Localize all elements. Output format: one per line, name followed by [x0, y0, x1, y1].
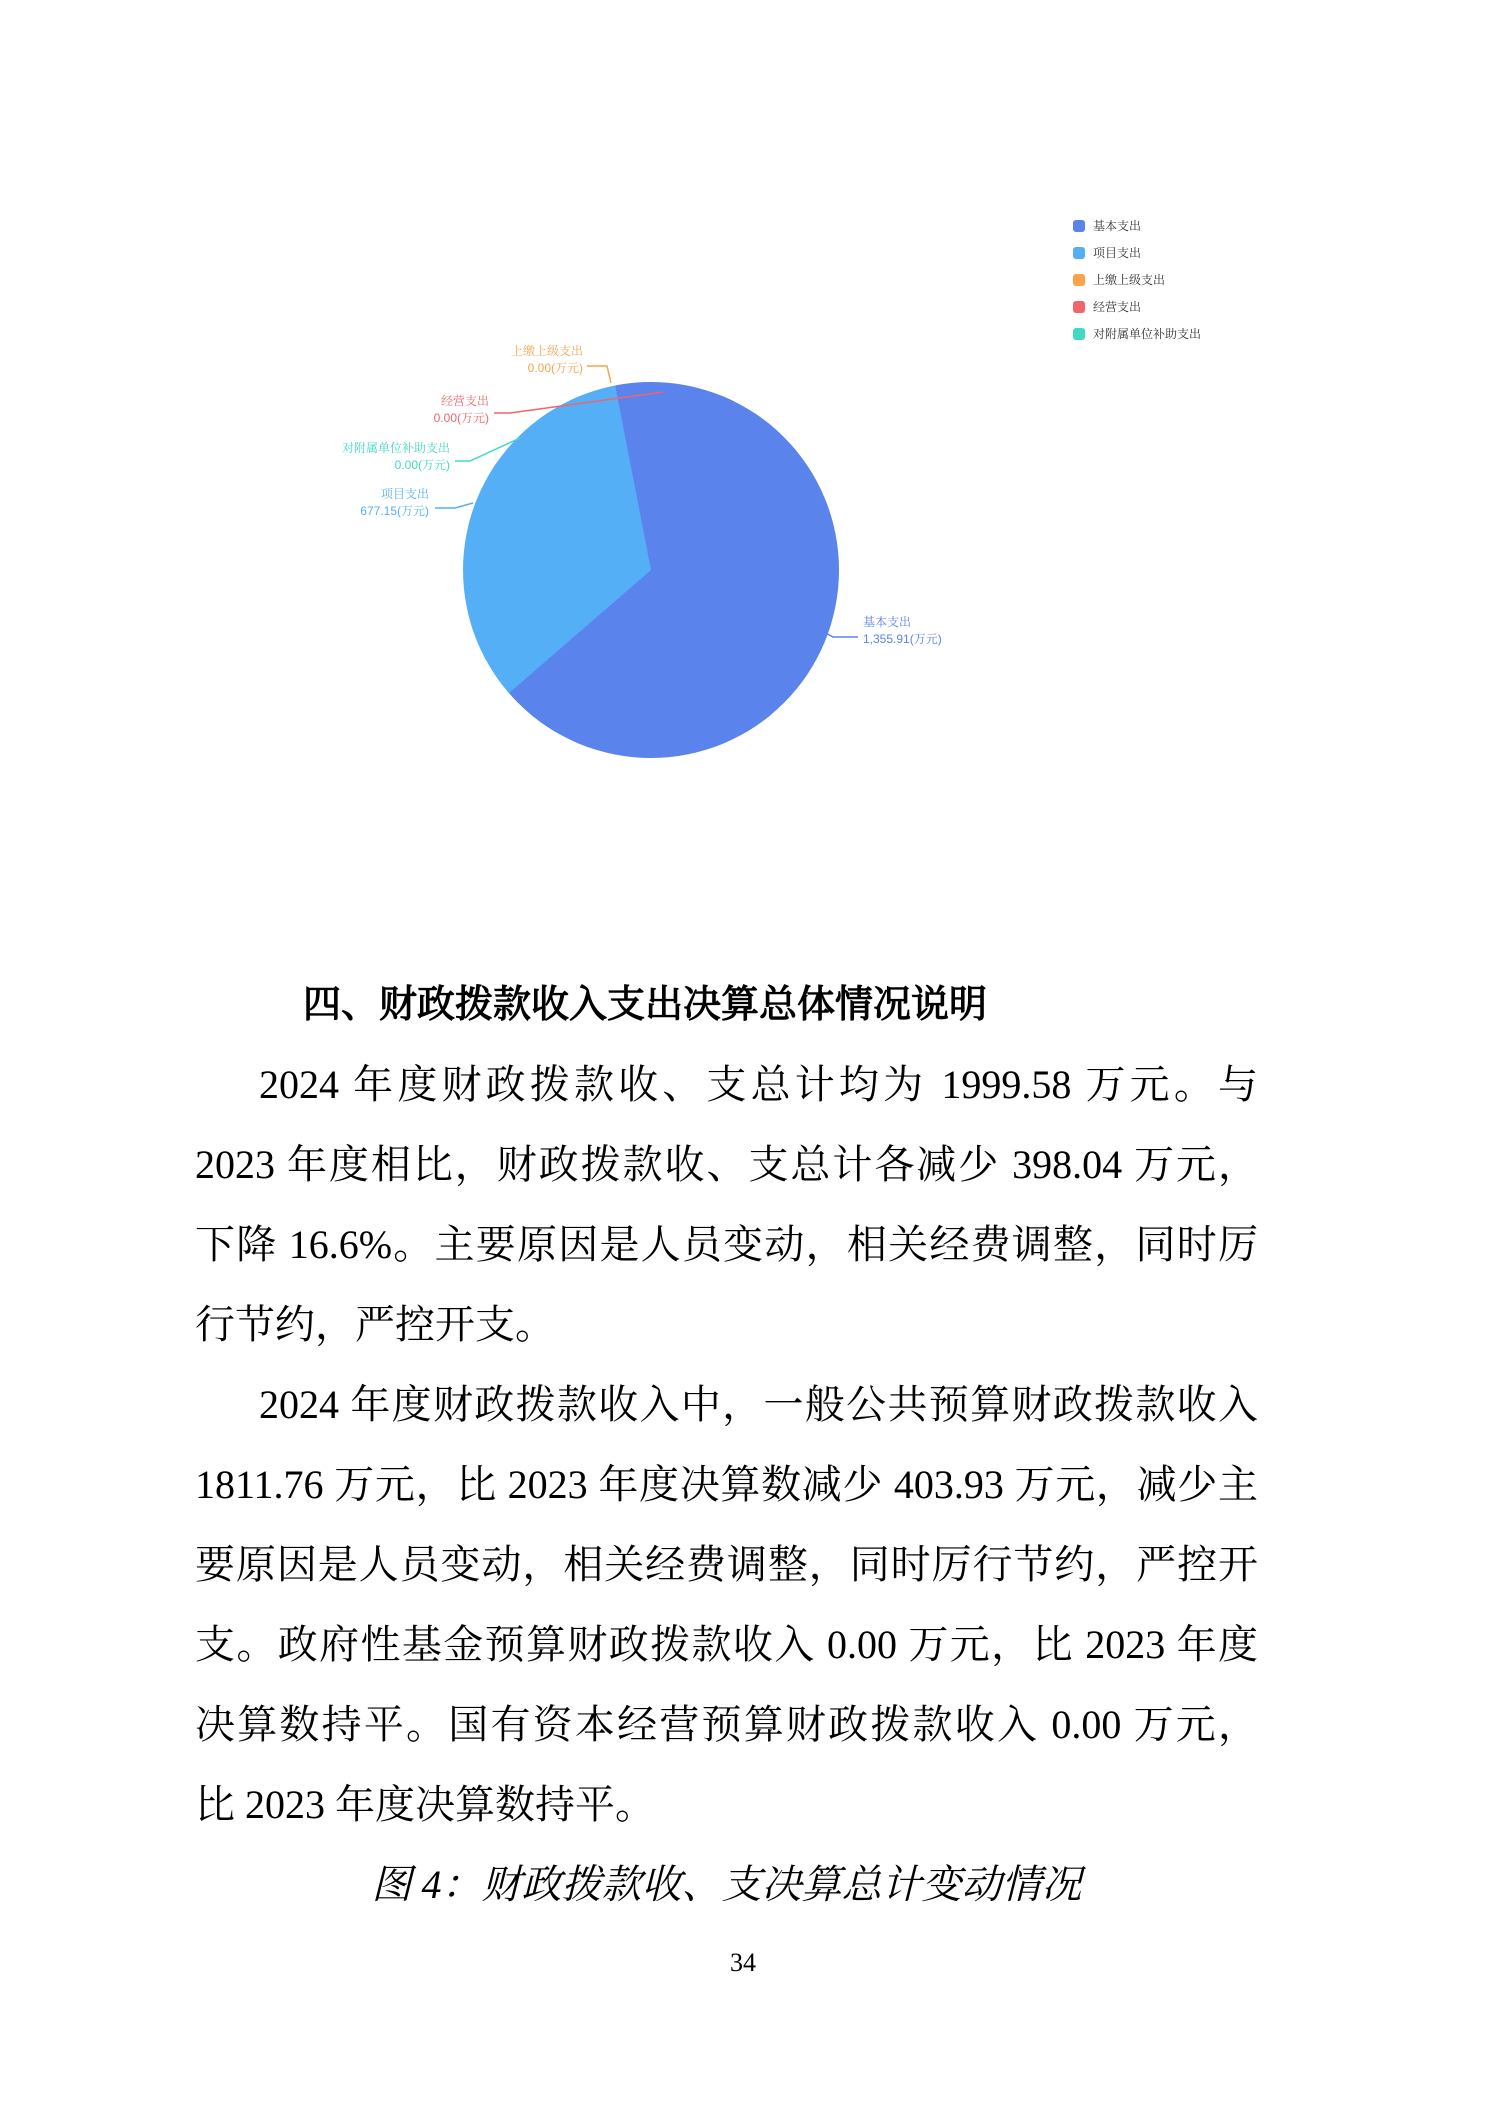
paragraph-line: 2024 年度财政拨款收入中，一般公共预算财政拨款收入: [259, 1382, 1258, 1427]
paragraph-line: 下降 16.6%。主要原因是人员变动，相关经费调整，同时厉: [195, 1222, 1258, 1267]
legend-item: [1073, 324, 1201, 343]
body-paragraph: [195, 1045, 1258, 1365]
pie: [463, 382, 839, 758]
legend-label: 项目支出: [1093, 246, 1142, 260]
paragraph-line: 1811.76 万元，比 2023 年度决算数减少 403.93 万元，减少主: [195, 1462, 1258, 1507]
legend-swatch: [1073, 301, 1085, 313]
section-heading: 四、财政拨款收入支出决算总体情况说明: [303, 984, 988, 1026]
paragraph-line: 比 2023 年度决算数持平。: [195, 1782, 655, 1827]
slice-label: 上缴上级支出 0.00(万元): [510, 344, 583, 375]
page-number: 34: [730, 1948, 756, 1977]
paragraph-line: 要原因是人员变动，相关经费调整，同时厉行节约，严控开: [195, 1542, 1258, 1587]
body-paragraph: [195, 1365, 1258, 1845]
paragraph-line: 2023 年度相比，财政拨款收、支总计各减少 398.04 万元，: [195, 1142, 1258, 1187]
slice-label: 经营支出 0.00(万元): [433, 394, 489, 425]
slice-label: 对附属单位补助支出 0.00(万元): [341, 441, 450, 472]
document-body: [195, 965, 1258, 1925]
paragraph-line: 2024 年度财政拨款收、支总计均为 1999.58 万元。与: [259, 1062, 1258, 1107]
legend-item: [1073, 270, 1201, 289]
paragraph-line: 决算数持平。国有资本经营预算财政拨款收入 0.00 万元，: [195, 1702, 1258, 1747]
legend-item: [1073, 297, 1201, 316]
figure-caption: 图 4：财政拨款收、支决算总计变动情况: [371, 1862, 1082, 1907]
legend-item: [1073, 216, 1201, 235]
legend-swatch: [1073, 247, 1085, 259]
paragraphs: [195, 1045, 1258, 1845]
label-connector: [587, 366, 611, 383]
chart-legend: [1073, 216, 1201, 351]
expenditure-pie-chart: [0, 140, 1486, 830]
slice-label: 基本支出 1,355.91(万元): [863, 615, 942, 646]
label-connector: [435, 503, 473, 508]
legend-label: 基本支出: [1093, 219, 1142, 233]
legend-swatch: [1073, 220, 1085, 232]
legend-label: 对附属单位补助支出: [1093, 327, 1202, 341]
legend-label: 经营支出: [1093, 300, 1142, 314]
paragraph-line: 支。政府性基金预算财政拨款收入 0.00 万元，比 2023 年度: [195, 1622, 1258, 1667]
legend-item: [1073, 243, 1201, 262]
legend-swatch: [1073, 328, 1085, 340]
paragraph-line: 行节约，严控开支。: [195, 1302, 555, 1347]
legend-swatch: [1073, 274, 1085, 286]
slice-label: 项目支出 677.15(万元): [360, 487, 429, 518]
legend-label: 上缴上级支出: [1093, 273, 1166, 287]
